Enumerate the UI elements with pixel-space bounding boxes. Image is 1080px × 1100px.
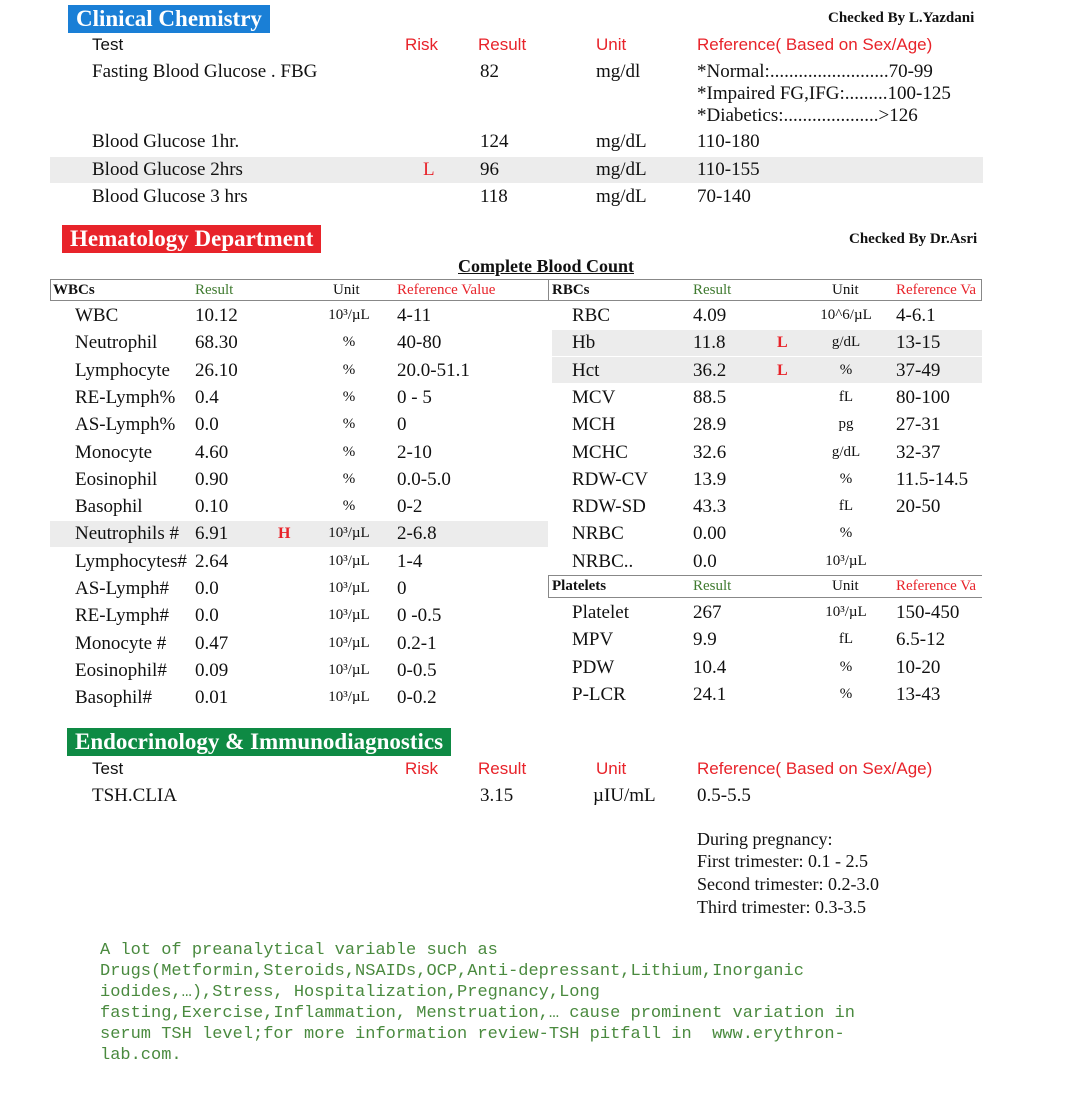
clinical-header-test: Test	[92, 35, 124, 54]
platelet-row-ref: 6.5-12	[896, 629, 946, 651]
rbc-row-result: 0.00	[693, 523, 727, 545]
wbc-row-ref: 1-4	[397, 550, 423, 572]
wbc-row-unit: %	[342, 388, 356, 405]
rbc-row-result: 88.5	[693, 386, 727, 408]
wbc-row-unit: %	[342, 498, 356, 515]
rbc-row-ref: 37-49	[896, 359, 941, 381]
wbc-row-result: 4.60	[195, 441, 229, 463]
rbc-header-reference: Reference Va	[896, 282, 977, 298]
wbc-row-name: Monocyte	[75, 441, 153, 463]
wbc-row-ref: 20.0-51.1	[397, 359, 470, 381]
tsh-unit: µIU/mL	[593, 785, 656, 806]
wbc-row-unit: 10³/µL	[328, 552, 370, 569]
wbc-header-unit: Unit	[333, 282, 360, 298]
glucose-1hr-unit: mg/dL	[596, 131, 647, 152]
wbc-row-ref: 0-0.5	[397, 659, 437, 681]
platelet-header-unit: Unit	[832, 578, 859, 594]
wbc-row-result: 0.47	[195, 632, 229, 654]
endocrinology-banner: Endocrinology & Immunodiagnostics	[67, 728, 451, 756]
wbc-row-ref: 0.2-1	[397, 632, 437, 654]
wbc-row-unit: 10³/µL	[328, 580, 370, 596]
fbg-ref-diabetics: *Diabetics:....................>126	[697, 105, 918, 126]
pregnancy-heading: During pregnancy:	[697, 829, 833, 849]
platelet-left-rule	[548, 575, 549, 598]
glucose-2hr-ref: 110-155	[697, 159, 760, 180]
cbc-mid-rule	[548, 279, 549, 301]
pregnancy-first: First trimester: 0.1 - 2.5	[697, 851, 868, 871]
wbc-row-unit: 10³/µL	[328, 661, 370, 678]
rbc-header-result: Result	[693, 282, 732, 298]
rbc-row-name: MCHC	[572, 441, 628, 463]
platelet-row-ref: 13-43	[896, 683, 941, 705]
clinical-header-reference: Reference( Based on Sex/Age)	[697, 35, 933, 54]
wbc-row-result: 0.09	[195, 659, 229, 681]
rbc-row-risk: L	[777, 361, 788, 379]
rbc-row-ref: 11.5-14.5	[896, 468, 969, 490]
clinical-header-risk: Risk	[405, 35, 439, 54]
rbc-row-ref: 80-100	[896, 386, 950, 408]
wbc-header-result: Result	[195, 282, 234, 298]
tsh-ref: 0.5-5.5	[697, 785, 751, 806]
rbc-row-result: 11.8	[693, 332, 726, 354]
wbc-header-reference: Reference Value	[397, 282, 496, 298]
platelet-row-result: 9.9	[693, 629, 717, 651]
endo-header-test: Test	[92, 759, 124, 778]
wbc-row-ref: 2-10	[397, 441, 432, 463]
wbc-row-result: 2.64	[195, 550, 229, 572]
endo-header-reference: Reference( Based on Sex/Age)	[697, 759, 933, 778]
wbc-row-result: 0.0	[195, 578, 219, 599]
rbc-row-ref: 27-31	[896, 414, 941, 436]
rbc-row-name: RDW-SD	[572, 496, 646, 518]
cbc-title: Complete Blood Count	[458, 256, 635, 276]
rbc-row-name: MCH	[572, 414, 616, 436]
clinical-header-unit: Unit	[596, 35, 627, 54]
wbc-row-result: 0.10	[195, 496, 229, 518]
wbc-row-ref: 0	[397, 578, 407, 599]
glucose-3hr-result: 118	[480, 186, 508, 207]
endo-header-result: Result	[478, 759, 527, 778]
hematology-banner: Hematology Department	[62, 225, 321, 253]
tsh-preanalytical-note: A lot of preanalytical variable such as Drugs(Metformin,Steroids,NSAIDs,OCP,Anti-depressant,Lithium,Inorganic iodides,…),Stress, Hospitalization,Pregnancy,Long fasting,Exercise,Inflammation, Menstruation,… cause prominent variation in serum TSH level;for more information review-TSH pitfall in www.erythron- lab.com.	[100, 941, 855, 1065]
wbc-header-name: WBCs	[53, 282, 95, 298]
wbc-row-unit: 10³/µL	[328, 607, 370, 624]
rbc-row-result: 13.9	[693, 468, 727, 490]
wbc-row-ref: 0	[397, 414, 407, 436]
rbc-row-name: Hct	[572, 359, 600, 381]
hematology-checked-by: Checked By Dr.Asri	[849, 231, 978, 247]
fbg-ref-impaired: *Impaired FG,IFG:.........100-125	[697, 83, 951, 104]
wbc-row-result: 10.12	[195, 305, 238, 326]
wbc-row-name: Eosinophil	[75, 468, 158, 490]
wbc-row-name: Basophil	[75, 496, 143, 518]
wbc-row-name: Monocyte #	[75, 632, 167, 654]
rbc-row-ref: 20-50	[896, 496, 941, 518]
rbc-row-risk: L	[777, 334, 788, 352]
pregnancy-third: Third trimester: 0.3-3.5	[697, 897, 866, 917]
platelet-row-unit: %	[839, 658, 853, 675]
wbc-row-result: 0.01	[195, 687, 229, 709]
glucose-3hr-unit: mg/dL	[596, 186, 647, 207]
rbc-row-ref: 4-6.1	[896, 305, 936, 326]
clinical-chemistry-banner: Clinical Chemistry	[68, 5, 270, 33]
rbc-row-result: 28.9	[693, 414, 727, 436]
rbc-row-name: MCV	[572, 386, 616, 408]
fbg-ref-normal: *Normal:.........................70-99	[697, 61, 933, 82]
glucose-3hr-test: Blood Glucose 3 hrs	[92, 186, 248, 207]
endo-header-unit: Unit	[596, 759, 627, 778]
wbc-row-ref: 40-80	[397, 332, 442, 354]
rbc-row-name: RBC	[572, 305, 611, 326]
wbc-row-ref: 0-0.2	[397, 687, 437, 709]
wbc-row-ref: 0 -0.5	[397, 605, 442, 627]
wbc-row-result: 0.0	[195, 414, 219, 436]
wbc-row-ref: 0-2	[397, 496, 423, 518]
glucose-2hr-risk: L	[423, 159, 435, 180]
glucose-1hr-test: Blood Glucose 1hr.	[92, 131, 240, 152]
rbc-row-name: Hb	[572, 332, 596, 354]
wbc-row-ref: 4-11	[397, 305, 432, 326]
rbc-header-name: RBCs	[552, 282, 590, 298]
wbc-row-name: RE-Lymph#	[75, 605, 169, 627]
platelet-header-result: Result	[693, 578, 732, 594]
cbc-top-rule	[50, 279, 982, 280]
wbc-row-result: 6.91	[195, 523, 229, 545]
platelet-row-unit: fL	[838, 631, 854, 648]
wbc-row-risk: H	[278, 525, 291, 543]
pregnancy-second: Second trimester: 0.2-3.0	[697, 874, 879, 894]
rbc-row-unit: %	[839, 470, 853, 487]
rbc-row-name: RDW-CV	[572, 468, 648, 490]
glucose-3hr-ref: 70-140	[697, 186, 751, 207]
rbc-row-result: 0.0	[693, 550, 717, 572]
rbc-row-unit: %	[839, 361, 853, 378]
wbc-row-name: Neutrophil	[75, 332, 158, 354]
rbc-row-ref: 13-15	[896, 332, 941, 354]
platelet-header-rule	[548, 597, 982, 598]
rbc-row-result: 32.6	[693, 441, 727, 463]
glucose-2hr-test: Blood Glucose 2hrs	[92, 159, 243, 180]
tsh-test: TSH.CLIA	[92, 785, 177, 806]
glucose-2hr-unit: mg/dL	[596, 159, 647, 180]
glucose-2hr-result: 96	[480, 159, 499, 180]
wbc-row-ref: 2-6.8	[397, 523, 437, 545]
clinical-header-result: Result	[478, 35, 527, 54]
wbc-row-unit: %	[342, 443, 356, 460]
wbc-row-name: AS-Lymph#	[75, 578, 169, 599]
platelet-row-name: MPV	[572, 629, 614, 651]
wbc-row-unit: 10³/µL	[328, 689, 370, 706]
cbc-left-rule	[50, 279, 51, 301]
platelet-row-name: P-LCR	[572, 683, 626, 705]
wbc-row-ref: 0.0-5.0	[397, 468, 451, 490]
wbc-row-unit: 10³/µL	[328, 634, 370, 651]
platelet-top-rule	[548, 575, 982, 576]
platelet-row-ref: 10-20	[896, 656, 941, 678]
wbc-row-result: 68.30	[195, 332, 238, 354]
wbc-row-unit: %	[342, 416, 356, 433]
clinical-checked-by: Checked By L.Yazdani	[828, 10, 975, 26]
rbc-row-result: 4.09	[693, 305, 727, 326]
rbc-row-unit: g/dL	[831, 443, 861, 460]
cbc-right-rule	[981, 279, 982, 301]
wbc-row-name: WBC	[75, 305, 119, 326]
wbc-row-name: Lymphocytes#	[75, 550, 187, 572]
wbc-row-result: 0.0	[195, 605, 219, 627]
wbc-row-result: 0.90	[195, 468, 229, 490]
platelet-row-result: 267	[693, 602, 722, 623]
rbc-row-name: NRBC	[572, 523, 624, 545]
wbc-row-result: 0.4	[195, 386, 219, 408]
platelet-header-reference: Reference Va	[896, 578, 977, 594]
wbc-row-unit: 10³/µL	[328, 525, 370, 542]
wbc-row-ref: 0 - 5	[397, 386, 432, 408]
platelet-row-ref: 150-450	[896, 602, 960, 623]
rbc-row-unit: 10³/µL	[825, 552, 867, 569]
rbc-header-unit: Unit	[832, 282, 859, 298]
wbc-row-name: Eosinophil#	[75, 659, 167, 681]
platelet-row-result: 24.1	[693, 683, 727, 705]
glucose-1hr-ref: 110-180	[697, 131, 760, 152]
fbg-unit: mg/dl	[596, 61, 641, 82]
platelet-row-unit: 10³/µL	[825, 604, 867, 620]
wbc-row-unit: %	[342, 361, 356, 378]
fbg-test: Fasting Blood Glucose . FBG	[92, 61, 318, 82]
platelet-row-name: Platelet	[572, 602, 629, 623]
wbc-row-name: Lymphocyte	[75, 359, 170, 381]
rbc-row-unit: pg	[838, 416, 854, 433]
platelet-row-result: 10.4	[693, 656, 727, 678]
wbc-row-unit: 10³/µL	[328, 307, 370, 323]
rbc-row-unit: 10^6/µL	[820, 307, 872, 323]
platelet-row-name: PDW	[572, 656, 615, 678]
wbc-row-name: Basophil#	[75, 687, 153, 709]
rbc-row-result: 43.3	[693, 496, 727, 518]
rbc-row-unit: g/dL	[831, 334, 861, 351]
endo-header-risk: Risk	[405, 759, 439, 778]
platelet-header-name: Platelets	[552, 578, 607, 594]
fbg-result: 82	[480, 61, 499, 82]
glucose-1hr-result: 124	[480, 131, 509, 152]
wbc-row-name: AS-Lymph%	[75, 414, 176, 436]
rbc-row-unit: fL	[838, 498, 854, 515]
wbc-row-name: RE-Lymph%	[75, 386, 176, 408]
wbc-row-unit: %	[342, 470, 356, 487]
platelet-row-unit: %	[839, 685, 853, 702]
cbc-header-rule	[50, 300, 982, 301]
wbc-row-name: Neutrophils #	[75, 523, 179, 545]
wbc-row-result: 26.10	[195, 359, 238, 381]
rbc-row-ref: 32-37	[896, 441, 941, 463]
rbc-row-name: NRBC..	[572, 550, 634, 572]
rbc-row-unit: %	[839, 525, 853, 542]
wbc-row-unit: %	[342, 334, 356, 351]
rbc-row-result: 36.2	[693, 359, 727, 381]
rbc-row-unit: fL	[838, 388, 854, 405]
tsh-result: 3.15	[480, 785, 514, 806]
